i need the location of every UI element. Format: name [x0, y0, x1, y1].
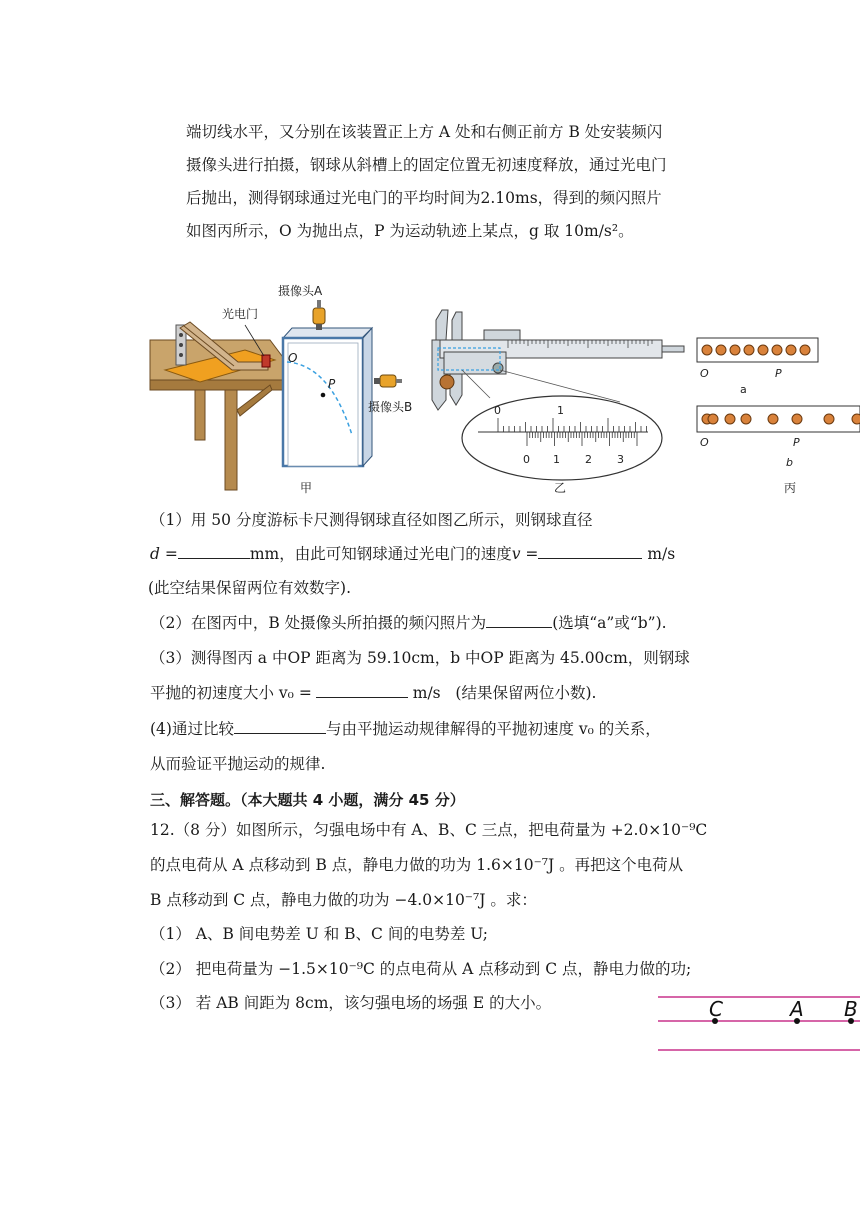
intro-line-2: 摄像头进行拍摄，钢球从斜槽上的固定位置无初速度释放，通过光电门 [186, 156, 667, 174]
intro-line-3: 后抛出，测得钢球通过光电门的平均时间为2.10ms，得到的频闪照片 [186, 189, 662, 207]
answer-blank-v0[interactable] [316, 683, 408, 698]
vernier-scale-2: 2 [585, 453, 592, 466]
label-a: A [790, 997, 804, 1021]
photo-a-label: a [740, 383, 747, 396]
question-4-line-1 [150, 717, 661, 739]
answer-blank-photo[interactable] [486, 613, 552, 628]
label-b: B [844, 997, 858, 1021]
photo-b-label: b [786, 456, 793, 469]
problem-12-sub-2: （2） 把电荷量为 −1.5×10⁻⁹C 的点电荷从 A 点移动到 C 点，静电力做的功; [150, 960, 692, 978]
q4-pre: (4)通过比较 [150, 720, 234, 738]
vernier-scale-1: 1 [553, 453, 560, 466]
photo-b-o: O [700, 436, 709, 449]
q4-post: 与由平抛运动规律解得的平抛初速度 v₀ 的关系， [325, 720, 661, 738]
label-camera-b: 摄像头B [368, 400, 413, 414]
ball-a [758, 345, 768, 355]
problem-12-line-2: 的点电荷从 A 点移动到 B 点，静电力做的功为 1.6×10⁻⁷J 。再把这个电荷从 [150, 856, 684, 874]
apparatus-jia [150, 300, 402, 490]
section-3-heading: 三、解答题。（本大题共 4 小题，满分 45 分） [150, 791, 465, 809]
problem-12-sub-3: （3） 若 AB 间距为 8cm，该匀强电场的场强 E 的大小。 [150, 994, 552, 1012]
problem-12-line-1: 12.（8 分）如图所示，匀强电场中有 A、B、C 三点，把电荷量为 +2.0×10⁻⁹C [150, 821, 708, 839]
ball-a [786, 345, 796, 355]
answer-blank-d[interactable] [178, 544, 250, 559]
q3-pre: 平抛的初速度大小 v₀ = [150, 684, 312, 702]
ball-a [744, 345, 754, 355]
ball-a [772, 345, 782, 355]
ball-b [852, 414, 860, 424]
photo-a-o: O [700, 367, 709, 380]
q3-note: (结果保留两位小数). [455, 684, 597, 702]
q2-end: (选填“a”或“b”). [552, 614, 667, 632]
electric-field-figure [655, 990, 860, 1060]
label-camera-a: 摄像头A [278, 284, 323, 298]
q1-mid-text: mm，由此可知钢球通过光电门的速度 [249, 545, 512, 563]
question-3-line-2 [150, 681, 596, 703]
experiment-figure [0, 270, 860, 505]
ball-b [768, 414, 778, 424]
label-o-jia: O [288, 351, 298, 365]
caption-yi: 乙 [554, 481, 567, 495]
label-photogate: 光电门 [222, 307, 259, 321]
ball-a [702, 345, 712, 355]
vernier-scale-3: 3 [617, 453, 624, 466]
q2-text: （2）在图丙中，B 处摄像头所拍摄的频闪照片为 [150, 614, 487, 632]
ball-b [824, 414, 834, 424]
question-4-line-2: 从而验证平抛运动的规律. [150, 755, 326, 773]
problem-12-line-3: B 点移动到 C 点，静电力做的功为 −4.0×10⁻⁷J 。求： [150, 891, 537, 909]
photo-a-p: P [775, 367, 782, 380]
ball-b [792, 414, 802, 424]
ball-a [730, 345, 740, 355]
ball-a [800, 345, 810, 355]
photo-b-p: P [793, 436, 800, 449]
ball-a [716, 345, 726, 355]
problem-12-sub-1: （1） A、B 间电势差 U 和 B、C 间的电势差 U; [150, 925, 488, 943]
question-1-line-3: (此空结果保留两位有效数字). [148, 579, 352, 597]
caption-bing: 丙 [784, 481, 797, 495]
vernier-scale-0: 0 [523, 453, 530, 466]
q1-unit: m/s [647, 545, 676, 563]
q3-unit: m/s [412, 684, 441, 702]
ball-b [725, 414, 735, 424]
label-p-jia: P [328, 377, 336, 391]
answer-blank-compare[interactable] [234, 719, 326, 734]
ball-b [741, 414, 751, 424]
label-c: C [709, 997, 723, 1021]
answer-blank-v[interactable] [538, 544, 642, 559]
ball-b [708, 414, 718, 424]
question-1-line-2 [150, 542, 675, 564]
intro-line-4: 如图丙所示，O 为抛出点，P 为运动轨迹上某点，g 取 10m/s²。 [186, 222, 634, 240]
question-2 [150, 611, 667, 633]
caption-jia: 甲 [300, 481, 313, 495]
q1-v-symbol: v = [511, 545, 539, 563]
question-3-line-1: （3）测得图丙 a 中OP 距离为 59.10cm，b 中OP 距离为 45.00cm，则钢球 [150, 649, 690, 667]
intro-line-1: 端切线水平，又分别在该装置正上方 A 处和右侧正前方 B 处安装频闪 [186, 123, 663, 141]
main-scale-1: 1 [557, 404, 564, 417]
question-1-line-1: （1）用 50 分度游标卡尺测得钢球直径如图乙所示，则钢球直径 [150, 511, 593, 529]
main-scale-0: 0 [494, 404, 501, 417]
q1-d-symbol: d = [150, 545, 178, 563]
